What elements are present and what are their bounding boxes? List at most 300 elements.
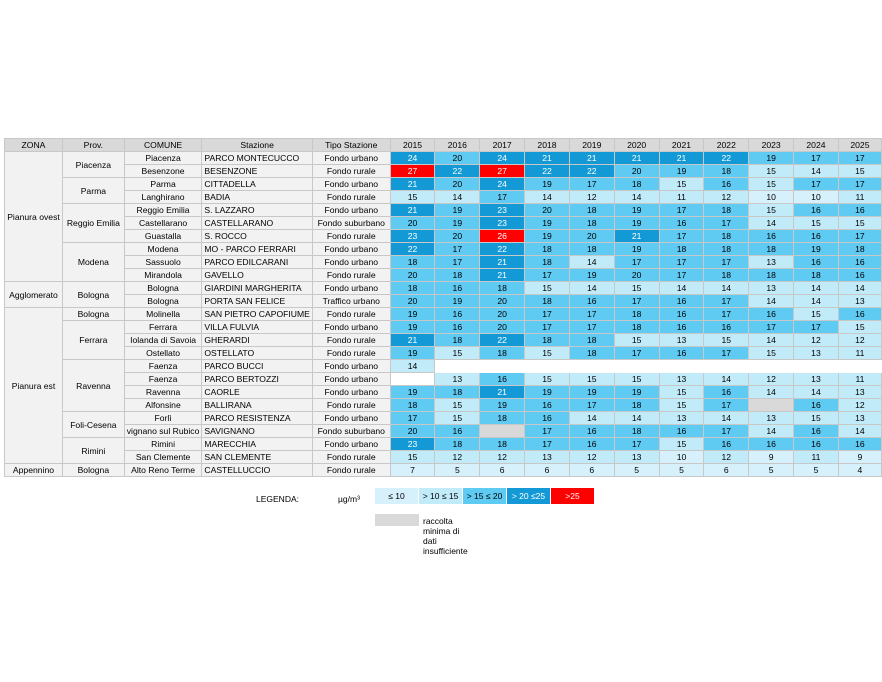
value-cell: 6 xyxy=(525,464,570,477)
table-row xyxy=(5,373,882,386)
value-cell: 14 xyxy=(614,191,659,204)
value-cell: 16 xyxy=(794,256,839,269)
value-cell: 6 xyxy=(704,464,749,477)
table-row xyxy=(5,399,882,412)
value-cell: 19 xyxy=(569,269,614,282)
value-cell: 17 xyxy=(480,191,525,204)
value-cell: 20 xyxy=(435,230,480,243)
comune-cell: Modena xyxy=(124,243,202,256)
value-cell: 11 xyxy=(659,191,704,204)
tipo-cell: Fondo urbano xyxy=(312,386,390,399)
value-cell: 14 xyxy=(749,217,794,230)
stazione-cell: OSTELLATO xyxy=(202,347,313,360)
comune-cell: Forlì xyxy=(124,412,202,425)
value-cell: 17 xyxy=(704,217,749,230)
stazione-cell: MARECCHIA xyxy=(202,438,313,451)
value-cell: 18 xyxy=(704,230,749,243)
table-row xyxy=(5,230,882,243)
stazione-cell: CASTELLARANO xyxy=(202,217,313,230)
value-cell: 22 xyxy=(704,152,749,165)
stazione-cell: SAN CLEMENTE xyxy=(202,451,313,464)
comune-cell: Faenza xyxy=(124,360,202,373)
value-cell: 14 xyxy=(614,412,659,425)
table-row xyxy=(5,204,882,217)
value-cell xyxy=(838,360,881,373)
value-cell: 17 xyxy=(525,321,570,334)
value-cell: 12 xyxy=(704,451,749,464)
value-cell: 15 xyxy=(794,308,839,321)
value-cell xyxy=(794,360,839,373)
table-row xyxy=(5,438,882,451)
value-cell: 18 xyxy=(794,269,839,282)
value-cell: 16 xyxy=(749,230,794,243)
prov-cell: Bologna xyxy=(62,464,124,477)
value-cell: 13 xyxy=(794,373,839,386)
value-cell: 6 xyxy=(569,464,614,477)
tipo-cell: Fondo urbano xyxy=(312,152,390,165)
value-cell: 14 xyxy=(794,386,839,399)
value-cell: 17 xyxy=(525,269,570,282)
stazione-cell: S. ROCCO xyxy=(202,230,313,243)
value-cell: 14 xyxy=(704,282,749,295)
prov-cell: Ravenna xyxy=(62,360,124,412)
value-cell: 16 xyxy=(838,269,881,282)
tipo-cell: Fondo urbano xyxy=(312,282,390,295)
value-cell: 14 xyxy=(838,425,881,438)
value-cell: 11 xyxy=(838,373,881,386)
value-cell: 18 xyxy=(704,243,749,256)
value-cell: 16 xyxy=(838,308,881,321)
comune-cell: Castellarano xyxy=(124,217,202,230)
stazione-cell: SAVIGNANO xyxy=(202,425,313,438)
comune-cell: Piacenza xyxy=(124,152,202,165)
value-cell: 19 xyxy=(569,386,614,399)
comune-cell: Bologna xyxy=(124,295,202,308)
tipo-cell: Fondo rurale xyxy=(312,230,390,243)
value-cell: 18 xyxy=(569,334,614,347)
value-cell: 24 xyxy=(390,152,435,165)
header-cell: 2016 xyxy=(435,139,480,152)
value-cell: 10 xyxy=(794,191,839,204)
value-cell: 12 xyxy=(704,191,749,204)
value-cell: 21 xyxy=(480,256,525,269)
table-row xyxy=(5,165,882,178)
value-cell: 24 xyxy=(480,152,525,165)
tipo-cell: Fondo rurale xyxy=(312,308,390,321)
comune-cell: San Clemente xyxy=(124,451,202,464)
stazione-cell: PARCO MONTECUCCO xyxy=(202,152,313,165)
table-row xyxy=(5,282,882,295)
value-cell: 19 xyxy=(614,204,659,217)
value-cell: 22 xyxy=(480,243,525,256)
value-cell: 17 xyxy=(838,178,881,191)
value-cell: 17 xyxy=(569,178,614,191)
value-cell: 14 xyxy=(569,282,614,295)
tipo-cell: Fondo suburbano xyxy=(312,425,390,438)
value-cell: 19 xyxy=(525,230,570,243)
header-cell: 2022 xyxy=(704,139,749,152)
prov-cell: Parma xyxy=(62,178,124,204)
comune-cell: Iolanda di Savoia xyxy=(124,334,202,347)
value-cell: 17 xyxy=(704,399,749,412)
value-cell: 18 xyxy=(390,282,435,295)
value-cell: 12 xyxy=(569,191,614,204)
value-cell: 16 xyxy=(794,399,839,412)
value-cell: 20 xyxy=(480,308,525,321)
header-cell: Stazione xyxy=(202,139,313,152)
value-cell: 16 xyxy=(569,425,614,438)
header-cell: COMUNE xyxy=(124,139,202,152)
value-cell: 16 xyxy=(704,386,749,399)
value-cell: 19 xyxy=(435,217,480,230)
value-cell: 15 xyxy=(749,347,794,360)
value-cell: 18 xyxy=(569,217,614,230)
comune-cell: Reggio Emilia xyxy=(124,204,202,217)
value-cell: 27 xyxy=(480,165,525,178)
value-cell: 18 xyxy=(480,347,525,360)
legend-unit: µg/m³ xyxy=(338,494,360,504)
tipo-cell: Traffico urbano xyxy=(312,295,390,308)
header-cell: 2017 xyxy=(480,139,525,152)
table-row xyxy=(5,308,882,321)
value-cell: 20 xyxy=(480,321,525,334)
header-cell: 2021 xyxy=(659,139,704,152)
value-cell: 23 xyxy=(480,204,525,217)
table-row xyxy=(5,321,882,334)
stazione-cell: SAN PIETRO CAPOFIUME xyxy=(202,308,313,321)
value-cell: 19 xyxy=(749,152,794,165)
comune-cell: Faenza xyxy=(124,373,202,386)
value-cell: 14 xyxy=(794,165,839,178)
legend-range-swatch: >25 xyxy=(551,488,594,504)
value-cell: 18 xyxy=(659,243,704,256)
value-cell: 13 xyxy=(794,347,839,360)
table-row xyxy=(5,295,882,308)
stazione-cell: MO - PARCO FERRARI xyxy=(202,243,313,256)
value-cell: 16 xyxy=(704,321,749,334)
legend-range-swatch: ≤ 10 xyxy=(375,488,418,504)
value-cell: 20 xyxy=(525,204,570,217)
value-cell: 20 xyxy=(614,165,659,178)
value-cell: 17 xyxy=(659,204,704,217)
value-cell: 14 xyxy=(659,282,704,295)
zona-cell: Pianura ovest xyxy=(5,152,63,282)
value-cell: 18 xyxy=(390,399,435,412)
value-cell: 16 xyxy=(659,425,704,438)
value-cell: 16 xyxy=(480,373,525,386)
value-cell: 15 xyxy=(749,204,794,217)
value-cell: 15 xyxy=(659,386,704,399)
value-cell: 16 xyxy=(659,308,704,321)
value-cell: 18 xyxy=(614,308,659,321)
stazione-cell: GHERARDI xyxy=(202,334,313,347)
value-cell: 18 xyxy=(569,347,614,360)
tipo-cell: Fondo urbano xyxy=(312,360,390,373)
value-cell: 19 xyxy=(614,217,659,230)
prov-cell: Piacenza xyxy=(62,152,124,178)
value-cell: 15 xyxy=(435,347,480,360)
value-cell: 15 xyxy=(614,334,659,347)
value-cell: 17 xyxy=(704,295,749,308)
value-cell: 14 xyxy=(704,373,749,386)
value-cell: 21 xyxy=(614,152,659,165)
comune-cell: Parma xyxy=(124,178,202,191)
header-row xyxy=(5,139,882,152)
header-cell: 2020 xyxy=(614,139,659,152)
header-cell: 2019 xyxy=(569,139,614,152)
table-row xyxy=(5,412,882,425)
value-cell xyxy=(480,360,525,373)
value-cell: 18 xyxy=(704,165,749,178)
value-cell: 15 xyxy=(525,373,570,386)
value-cell: 15 xyxy=(614,373,659,386)
header-cell: 2024 xyxy=(794,139,839,152)
value-cell: 18 xyxy=(614,321,659,334)
value-cell: 17 xyxy=(704,308,749,321)
value-cell: 19 xyxy=(480,399,525,412)
value-cell: 15 xyxy=(838,165,881,178)
comune-cell: Ferrara xyxy=(124,321,202,334)
value-cell: 22 xyxy=(569,165,614,178)
value-cell: 15 xyxy=(525,282,570,295)
value-cell: 17 xyxy=(569,308,614,321)
legend-title: LEGENDA: xyxy=(256,494,299,504)
value-cell: 14 xyxy=(525,191,570,204)
value-cell: 15 xyxy=(390,451,435,464)
value-cell: 17 xyxy=(435,243,480,256)
value-cell: 17 xyxy=(525,438,570,451)
prov-cell: Rimini xyxy=(62,438,124,464)
value-cell: 18 xyxy=(435,438,480,451)
value-cell: 12 xyxy=(749,373,794,386)
value-cell xyxy=(749,360,794,373)
value-cell xyxy=(390,373,435,386)
value-cell: 18 xyxy=(704,269,749,282)
stazione-cell: CITTADELLA xyxy=(202,178,313,191)
value-cell: 20 xyxy=(569,230,614,243)
comune-cell: Alfonsine xyxy=(124,399,202,412)
tipo-cell: Fondo urbano xyxy=(312,373,390,386)
value-cell: 14 xyxy=(390,360,435,373)
value-cell: 16 xyxy=(704,178,749,191)
value-cell: 13 xyxy=(659,334,704,347)
value-cell: 18 xyxy=(435,269,480,282)
value-cell: 20 xyxy=(435,178,480,191)
value-cell: 18 xyxy=(435,334,480,347)
value-cell: 14 xyxy=(838,282,881,295)
tipo-cell: Fondo rurale xyxy=(312,464,390,477)
value-cell: 20 xyxy=(390,425,435,438)
legend-range-swatch: > 10 ≤ 15 xyxy=(419,488,462,504)
table-row xyxy=(5,178,882,191)
value-cell: 13 xyxy=(659,373,704,386)
value-cell: 17 xyxy=(794,321,839,334)
header-cell: 2023 xyxy=(749,139,794,152)
value-cell: 10 xyxy=(659,451,704,464)
value-cell: 13 xyxy=(749,282,794,295)
value-cell: 13 xyxy=(838,386,881,399)
table-row xyxy=(5,152,882,165)
value-cell: 27 xyxy=(390,165,435,178)
value-cell: 19 xyxy=(614,243,659,256)
value-cell: 12 xyxy=(480,451,525,464)
value-cell: 18 xyxy=(480,282,525,295)
value-cell: 15 xyxy=(704,334,749,347)
value-cell xyxy=(480,425,525,438)
value-cell: 21 xyxy=(569,152,614,165)
value-cell: 19 xyxy=(435,295,480,308)
comune-cell: Mirandola xyxy=(124,269,202,282)
value-cell: 18 xyxy=(525,334,570,347)
value-cell: 18 xyxy=(480,412,525,425)
value-cell xyxy=(659,360,704,373)
value-cell: 16 xyxy=(659,295,704,308)
value-cell: 16 xyxy=(794,230,839,243)
value-cell: 22 xyxy=(435,165,480,178)
stazione-cell: BESENZONE xyxy=(202,165,313,178)
value-cell: 17 xyxy=(525,425,570,438)
value-cell: 12 xyxy=(838,399,881,412)
stazione-cell: BALLIRANA xyxy=(202,399,313,412)
value-cell: 19 xyxy=(794,243,839,256)
value-cell: 19 xyxy=(390,347,435,360)
comune-cell: Alto Reno Terme xyxy=(124,464,202,477)
value-cell: 14 xyxy=(794,282,839,295)
legend-missing-swatch xyxy=(375,514,419,526)
value-cell xyxy=(435,360,480,373)
value-cell: 16 xyxy=(659,321,704,334)
value-cell: 18 xyxy=(569,243,614,256)
value-cell: 13 xyxy=(659,412,704,425)
value-cell: 16 xyxy=(435,282,480,295)
value-cell: 21 xyxy=(480,269,525,282)
value-cell: 20 xyxy=(390,217,435,230)
comune-cell: Sassuolo xyxy=(124,256,202,269)
value-cell: 19 xyxy=(659,165,704,178)
prov-cell: Foli-Cesena xyxy=(62,412,124,438)
value-cell: 19 xyxy=(390,308,435,321)
value-cell: 20 xyxy=(480,295,525,308)
zona-cell: Pianura est xyxy=(5,308,63,464)
value-cell xyxy=(749,399,794,412)
value-cell: 15 xyxy=(749,178,794,191)
value-cell: 26 xyxy=(480,230,525,243)
value-cell: 16 xyxy=(525,399,570,412)
value-cell: 16 xyxy=(838,204,881,217)
comune-cell: Langhirano xyxy=(124,191,202,204)
value-cell: 17 xyxy=(569,399,614,412)
stazione-cell: PARCO RESISTENZA xyxy=(202,412,313,425)
prov-cell: Bologna xyxy=(62,282,124,308)
comune-cell: Ravenna xyxy=(124,386,202,399)
prov-cell: Reggio Emilia xyxy=(62,204,124,243)
value-cell: 15 xyxy=(838,321,881,334)
value-cell: 12 xyxy=(794,334,839,347)
value-cell: 18 xyxy=(390,256,435,269)
zona-cell: Appennino xyxy=(5,464,63,477)
value-cell: 15 xyxy=(525,347,570,360)
stazione-cell: CAORLE xyxy=(202,386,313,399)
value-cell: 18 xyxy=(614,399,659,412)
value-cell: 21 xyxy=(390,204,435,217)
value-cell: 21 xyxy=(390,178,435,191)
value-cell: 15 xyxy=(390,191,435,204)
pm10-table xyxy=(4,138,882,477)
value-cell: 16 xyxy=(435,308,480,321)
value-cell: 20 xyxy=(435,152,480,165)
tipo-cell: Fondo urbano xyxy=(312,412,390,425)
value-cell: 17 xyxy=(838,152,881,165)
table-row xyxy=(5,334,882,347)
value-cell: 18 xyxy=(704,204,749,217)
stazione-cell: PARCO EDILCARANI xyxy=(202,256,313,269)
tipo-cell: Fondo rurale xyxy=(312,191,390,204)
value-cell: 14 xyxy=(749,295,794,308)
table-row xyxy=(5,347,882,360)
value-cell: 18 xyxy=(525,295,570,308)
tipo-cell: Fondo rurale xyxy=(312,334,390,347)
value-cell: 17 xyxy=(659,256,704,269)
value-cell: 12 xyxy=(435,451,480,464)
value-cell: 18 xyxy=(614,425,659,438)
value-cell: 23 xyxy=(390,230,435,243)
value-cell: 17 xyxy=(390,412,435,425)
value-cell: 15 xyxy=(749,165,794,178)
value-cell: 11 xyxy=(838,347,881,360)
value-cell: 18 xyxy=(838,243,881,256)
value-cell: 19 xyxy=(435,204,480,217)
value-cell: 14 xyxy=(569,412,614,425)
value-cell: 19 xyxy=(525,217,570,230)
value-cell: 17 xyxy=(614,347,659,360)
value-cell: 19 xyxy=(614,386,659,399)
tipo-cell: Fondo urbano xyxy=(312,204,390,217)
value-cell: 12 xyxy=(569,451,614,464)
value-cell: 17 xyxy=(659,269,704,282)
value-cell: 17 xyxy=(838,230,881,243)
value-cell: 21 xyxy=(390,334,435,347)
tipo-cell: Fondo rurale xyxy=(312,165,390,178)
value-cell: 17 xyxy=(704,347,749,360)
value-cell: 16 xyxy=(749,438,794,451)
table-row xyxy=(5,386,882,399)
value-cell: 22 xyxy=(390,243,435,256)
value-cell: 11 xyxy=(794,451,839,464)
stazione-cell: PORTA SAN FELICE xyxy=(202,295,313,308)
value-cell: 17 xyxy=(704,256,749,269)
value-cell: 17 xyxy=(525,308,570,321)
value-cell: 13 xyxy=(525,451,570,464)
header-cell: 2015 xyxy=(390,139,435,152)
legend-range-swatch: > 20 ≤25 xyxy=(507,488,550,504)
value-cell: 15 xyxy=(794,217,839,230)
value-cell: 19 xyxy=(390,321,435,334)
value-cell: 24 xyxy=(480,178,525,191)
stazione-cell: GAVELLO xyxy=(202,269,313,282)
value-cell: 21 xyxy=(659,152,704,165)
table-row xyxy=(5,269,882,282)
value-cell: 14 xyxy=(794,295,839,308)
table-row xyxy=(5,451,882,464)
value-cell: 16 xyxy=(659,217,704,230)
value-cell: 16 xyxy=(794,204,839,217)
value-cell: 14 xyxy=(704,412,749,425)
tipo-cell: Fondo rurale xyxy=(312,399,390,412)
prov-cell: Ferrara xyxy=(62,321,124,360)
zona-cell: Agglomerato xyxy=(5,282,63,308)
value-cell: 19 xyxy=(390,386,435,399)
header-cell: Tipo Stazione xyxy=(312,139,390,152)
